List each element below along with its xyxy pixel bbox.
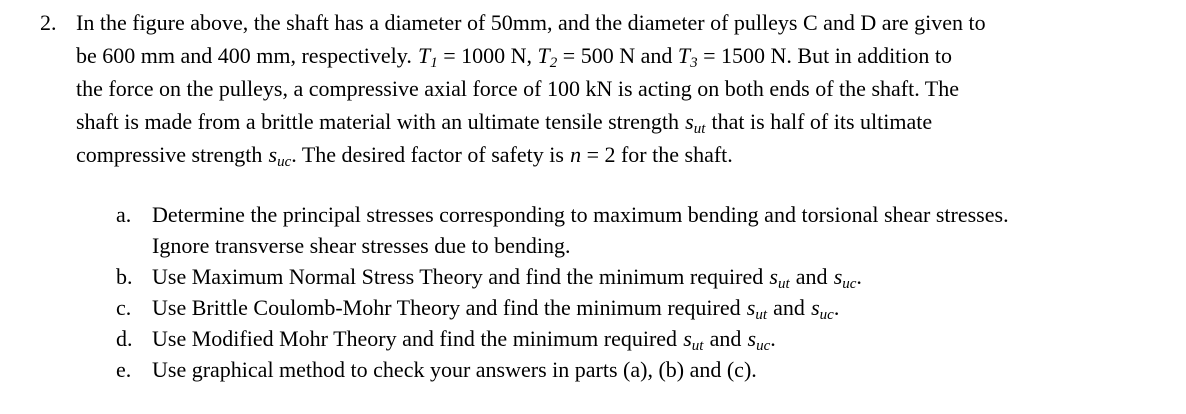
t3-symbol: $T_3$ [677,43,698,71]
subpart-a-line-2: Ignore transverse shear stresses due to bending. [152,233,571,258]
problem-number: 2. [40,10,57,35]
statement-line-1: In the figure above, the shaft has a diameter of 50mm, and the diameter of pulleys C and D are given to [76,10,986,35]
suc-symbol: $s_{uc}$ [833,264,857,292]
subpart-e [116,354,1166,385]
statement-line-5: compressive strength $s_{uc}$. The desired factor of safety is n = 2 for the shaft. [76,142,733,170]
suc-symbol: $s_{uc}$ [811,295,834,323]
sut-symbol: $s_{ut}$ [769,264,790,292]
subpart-d: d. Use Modified Mohr Theory and find the minimum required $s_{ut}$ and $s_{uc}$. [116,323,1166,354]
n-symbol: n [570,142,582,167]
subpart-e-text: Use graphical method to check your answers in parts (a), (b) and (c). [152,357,757,382]
subparts-list [116,199,1166,385]
subpart-a [116,199,1166,261]
problem-statement [76,6,1156,171]
sut-symbol: $s_{ut}$ [683,326,704,354]
subpart-letter: e. [116,357,132,382]
suc-symbol: $s_{uc}$ [268,142,292,170]
subpart-letter: c. [116,295,132,320]
statement-line-3: the force on the pulleys, a compressive axial force of 100 kN is acting on both ends of the shaft. The [76,76,960,101]
t1-symbol: $T_1$ [418,43,438,71]
t2-symbol: $T_2$ [537,43,558,71]
subpart-letter: b. [116,264,133,289]
statement-line-4: shaft is made from a brittle material with an ultimate tensile strength $s_{ut}$ that is half of its ultimate [76,109,933,137]
sut-symbol: $s_{ut}$ [685,109,706,137]
subpart-b: b. Use Maximum Normal Stress Theory and find the minimum required $s_{ut}$ and $s_{uc}$. [116,261,1166,292]
statement-line-2: be 600 mm and 400 mm, respectively. $T_1 = 1000$ N, $T_2 = 500$ N and $T_3 = 1500$ N. But in addition to [76,43,953,71]
subpart-letter: a. [116,202,132,227]
subpart-letter: d. [116,326,133,351]
subpart-a-line-1: Determine the principal stresses corresponding to maximum bending and torsional shear stresses. [152,202,1009,227]
subpart-c: c. Use Brittle Coulomb-Mohr Theory and find the minimum required $s_{ut}$ and $s_{uc}$. [116,292,1166,323]
suc-symbol: $s_{uc}$ [747,326,771,354]
sut-symbol: $s_{ut}$ [746,295,767,323]
